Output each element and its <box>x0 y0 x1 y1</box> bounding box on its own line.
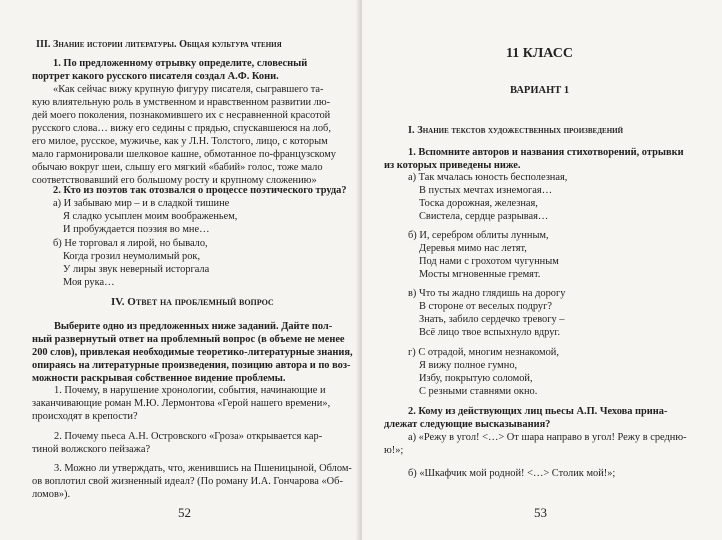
question-1: 1. Вспомните авторов и названия стихотворений, отрывки из которых приведены ниже. <box>384 147 684 171</box>
poem-v: в) Что ты жадно глядишь на дорогу В стороне от веселых подруг? Знать, забило сердечко тревогу – Всё лицо твое вспыхнуло вдруг. <box>408 288 566 338</box>
task-1: 1. Почему, в нарушение хронологии, события, начинающие и заканчивающие роман М.Ю. Лермонтова «Герой нашего времени», происходят в крепости? <box>32 385 331 422</box>
grade-title: 11 КЛАСС <box>506 46 573 61</box>
section-4-heading: IV. Ответ на проблемный вопрос <box>111 296 274 308</box>
task-2: 2. Почему пьеса А.Н. Островского «Гроза» открывается кар- тиной волжского пейзажа? <box>32 431 323 455</box>
section-3-heading: III. Знание истории литературы. Общая культура чтения <box>36 39 282 50</box>
poem-b: б) И, серебром облиты лунным, Деревья мимо нас летят, Под нами с грохотом чугунным Мосты мгновенные гремят. <box>408 230 559 280</box>
page-53 <box>362 0 722 540</box>
task-3: 3. Можно ли утверждать, что, женившись на Пшеницыной, Облом- ов воплотил свой жизненный идеал? (По роману И.А. Гончарова «Об- ломов»). <box>32 463 352 500</box>
poem-g: г) С отрадой, многим незнакомой, Я вижу полное гумно, Избу, покрытую соломой, С резными ставнями окно. <box>408 347 559 397</box>
page-number: 53 <box>534 505 547 520</box>
question-2: 2. Кто из поэтов так отозвался о процессе поэтического труда? <box>53 185 347 196</box>
poem-2b: б) Не торговал я лирой, но бывало, Когда грозил неумолимый рок, У лиры звук неверный исторгала Моя рука… <box>53 238 210 288</box>
poem-a: а) Так мчалась юность бесполезная, В пустых мечтах изнемогая… Тоска дорожная, железная, Свистела, сердце разрывая… <box>408 172 568 222</box>
quote-2b: б) «Шкафчик мой родной! <…> Столик мой!»; <box>408 468 616 479</box>
poem-2a: а) И забываю мир – и в сладкой тишине Я сладко усыплен моим воображеньем, И пробуждается поэзия во мне… <box>53 198 238 235</box>
variant-title: ВАРИАНТ 1 <box>510 85 570 96</box>
page-number: 52 <box>178 505 191 520</box>
question-1: 1. По предложенному отрывку определите, словесный портрет какого русского писателя создал А.Ф. Кони. <box>32 58 308 82</box>
section-1-heading: I. Знание текстов художественных произведений <box>408 125 624 136</box>
page-52 <box>0 0 360 540</box>
question-2: 2. Кому из действующих лиц пьесы А.П. Чехова прина- длежат следующие высказывания? <box>384 406 668 430</box>
quote-2a: а) «Режу в угол! <…> От шара направо в угол! Режу в средню- ю!»; <box>384 432 687 456</box>
quote-block: «Как сейчас вижу крупную фигуру писателя, сыгравшего та- кую влиятельную роль в умственном и нравственном развитии лю- дей моего поколения, познакомившего их с несравненной красотой русского слова… вижу его седины с прядью, спускавшеюся на лоб, его милое, русское, мужичье, как у Л.Н. Толстого, лицо, с которым мало гармонировали шелковое кашне, обмотанное по-французскому обычаю вокруг шеи, слышу его мягкий «бабий» голос, тоже мало соответствовавший его большому росту и крупному сложению» <box>32 84 336 186</box>
instructions: Выберите одно из предложенных ниже заданий. Дайте пол- ный развернутый ответ на проблемный вопрос (в объеме не менее 200 слов), привлекая необходимые теоретико-литературные знания, опираясь на литературные произведения, позицию автора и по воз- можности раскрывая собственное видение проблемы. <box>32 321 353 384</box>
